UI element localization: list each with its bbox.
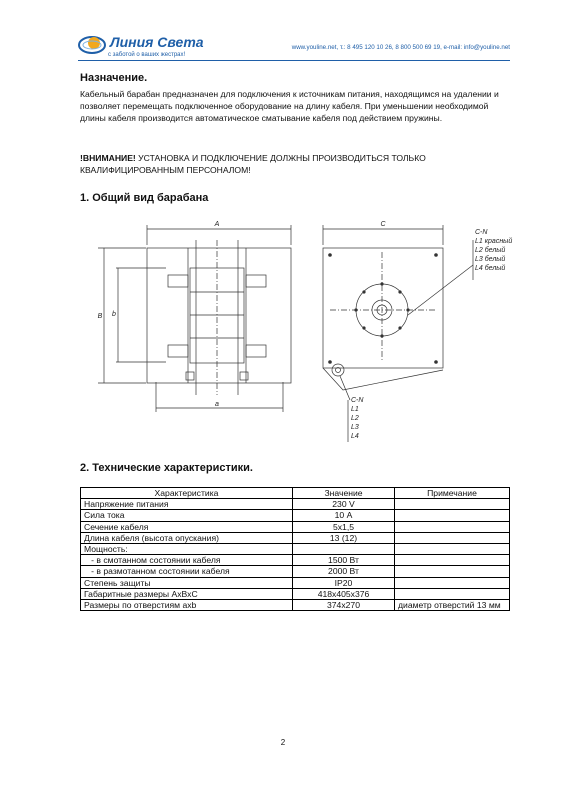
cell-value: 2000 Вт [293,566,395,577]
logo-name: Линия Света [110,34,204,50]
warning-text: УСТАНОВКА И ПОДКЛЮЧЕНИЕ ДОЛЖНЫ ПРОИЗВОДИТЬСЯ ТОЛЬКО КВАЛИФИЦИРОВАННЫМ ПЕРСОНАЛОМ! [80,153,426,175]
cell-note [395,532,510,543]
cell-characteristic: Сечение кабеля [81,521,293,532]
col-header-characteristic: Характеристика [81,488,293,499]
cell-characteristic: - в смотанном состоянии кабеля [81,555,293,566]
table-row [81,588,510,599]
cell-characteristic: Мощность: [81,544,293,555]
wire-bottom-1: L1 [351,406,359,413]
specs-table [80,487,510,611]
cell-note: диаметр отверстий 13 мм [395,600,510,611]
front-view [98,225,291,412]
wire-top-0: C-N [475,229,488,236]
cell-value: 5x1,5 [293,521,395,532]
cell-characteristic: - в размотанном состоянии кабеля [81,566,293,577]
cell-value: IP20 [293,577,395,588]
table-row [81,521,510,532]
cell-value: 13 (12) [293,532,395,543]
table-row [81,555,510,566]
purpose-heading: Назначение. [80,72,148,84]
wire-bottom-4: L4 [351,433,359,440]
dim-A-label: A [214,221,220,228]
cell-note [395,577,510,588]
table-row [81,577,510,588]
section-1-title: 1. Общий вид барабана [80,192,209,204]
page-number: 2 [280,738,286,747]
cell-value [293,544,395,555]
warning-label: !ВНИМАНИЕ! [80,153,136,163]
dim-b-label: b [112,311,116,318]
wire-bottom-3: L3 [351,424,359,431]
cell-note [395,544,510,555]
cell-characteristic: Размеры по отверстиям axb [81,600,293,611]
dim-C-label: C [380,221,386,228]
cell-characteristic: Габаритные размеры АхВхС [81,588,293,599]
table-row [81,566,510,577]
header-divider [78,60,510,61]
cell-note [395,588,510,599]
wire-top-2: L2 белый [475,247,506,254]
table-row [81,510,510,521]
cell-characteristic: Сила тока [81,510,293,521]
table-row [81,499,510,510]
table-header-row [81,488,510,499]
col-header-note: Примечание [395,488,510,499]
table-row [81,532,510,543]
table-row [81,600,510,611]
wire-bottom-0: C-N [351,397,364,404]
cell-value: 10 А [293,510,395,521]
wire-top-4: L4 белый [475,265,506,272]
drum-drawing [78,210,518,450]
dim-B-label: B [97,313,103,320]
cell-note [395,566,510,577]
logo-tagline: с заботой о ваших жестрах! [108,52,186,58]
wire-top-1: L1 красный [475,238,513,245]
cell-value: 374x270 [293,600,395,611]
cell-characteristic: Степень защиты [81,577,293,588]
side-view [323,225,473,400]
cell-value: 1500 Вт [293,555,395,566]
cell-characteristic: Длина кабеля (высота опускания) [81,532,293,543]
purpose-text: Кабельный барабан предназначен для подключения к источникам питания, находящимся на удалении и позволяет перемещать подключенное оборудование на длину кабеля. При уменьшении необходимой длины кабеля производится автоматическое сматывание кабеля под действием пружины. [80,89,499,123]
wire-top-3: L3 белый [475,256,506,263]
table-row [81,544,510,555]
header-contacts[interactable]: www.youline.net, т.: 8 495 120 10 26, 8 800 500 69 19, e-mail: info@youline.net [291,44,510,51]
cell-value: 230 V [293,499,395,510]
wire-bottom-2: L2 [351,415,359,422]
cell-note [395,555,510,566]
cell-note [395,499,510,510]
section-2-title: 2. Технические характеристики. [80,462,253,474]
dim-a-label: a [215,401,219,408]
col-header-value: Значение [293,488,395,499]
cell-note [395,510,510,521]
cell-note [395,521,510,532]
cell-characteristic: Напряжение питания [81,499,293,510]
warning-paragraph [80,152,510,176]
cell-value: 418x405x376 [293,588,395,599]
